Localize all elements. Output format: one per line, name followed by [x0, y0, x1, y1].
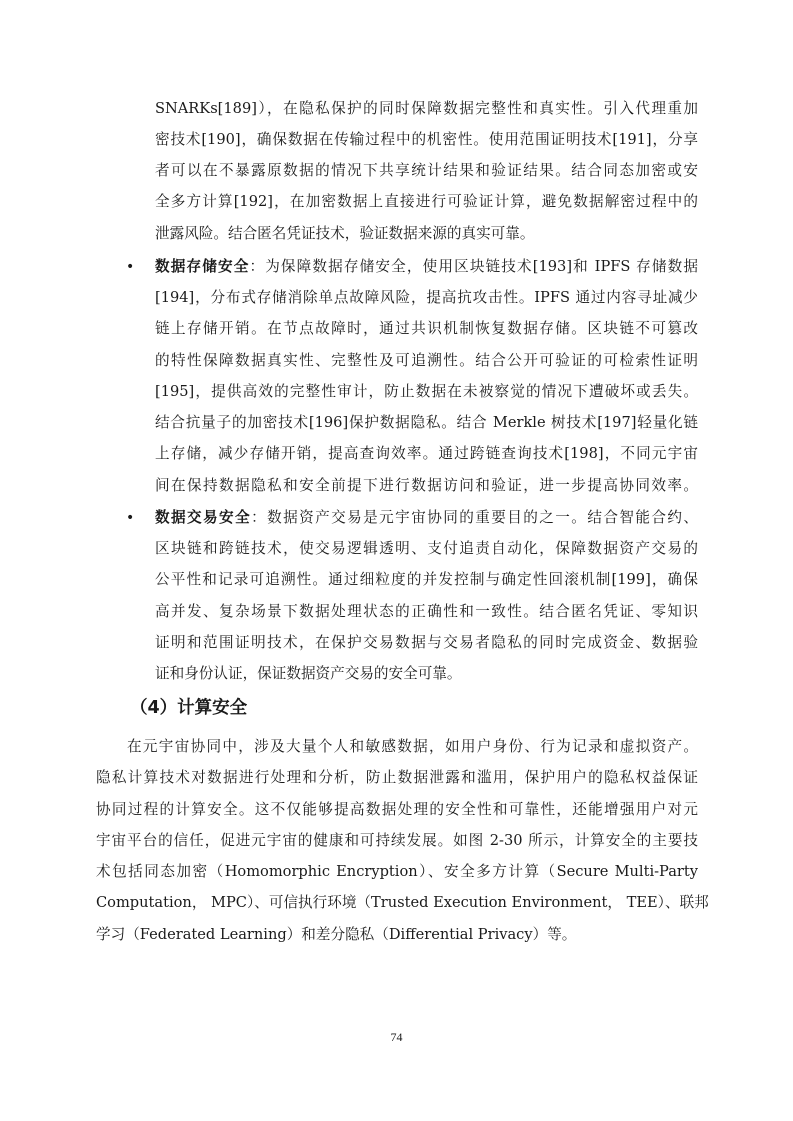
text-line: 间在保持数据隐私和安全前提下进行数据访问和验证，进一步提高协同效率。 [155, 477, 698, 494]
text-line: SNARKs[189]），在隐私保护的同时保障数据完整性和真实性。引入代理重加 [155, 100, 698, 117]
text-line: [195]，提供高效的完整性审计，防止数据在未被察觉的情况下遭破坏或丢失。 [155, 383, 698, 400]
text-line: 公平性和记录可追溯性。通过细粒度的并发控制与确定性回滚机制[199]，确保 [155, 571, 698, 588]
text-line: 上存储，减少存储开销，提高查询效率。通过跨链查询技术[198]，不同元宇宙 [155, 445, 698, 462]
text-line: 在元宇宙协同中，涉及大量个人和敏感数据，如用户身份、行为记录和虚拟资产。 [127, 738, 698, 755]
bullet-icon: • [126, 510, 135, 526]
text-line: 术包括同态加密（Homomorphic Encryption）、安全多方计算（Secure Multi-Party [96, 863, 698, 880]
bullet-term: 数据存储安全 [155, 258, 250, 275]
text-line: 宇宙平台的信任，促进元宇宙的健康和可持续发展。如图 2-30 所示，计算安全的主要技 [96, 832, 698, 849]
text-line: 区块链和跨链技术，使交易逻辑透明、支付追责自动化，保障数据资产交易的 [155, 540, 698, 557]
bullet-text: ：数据资产交易是元宇宙协同的重要目的之一。结合智能合约、 [251, 509, 698, 526]
text-line: 证和身份认证，保证数据资产交易的安全可靠。 [155, 665, 462, 682]
section-heading: （4）计算安全 [130, 698, 248, 718]
text-line: [194]，分布式存储消除单点故障风险，提高抗攻击性。IPFS 通过内容寻址减少 [155, 289, 698, 306]
text-line: 隐私计算技术对数据进行处理和分析，防止数据泄露和滥用，保护用户的隐私权益保证 [96, 769, 698, 786]
text-line: 泄露风险。结合匿名凭证技术，验证数据来源的真实可靠。 [155, 225, 535, 242]
text-line: 高并发、复杂场景下数据处理状态的正确性和一致性。结合匿名凭证、零知识 [155, 603, 698, 620]
text-line: 学习（Federated Learning）和差分隐私（Differential Privacy）等。 [96, 926, 577, 943]
bullet-icon: • [126, 259, 135, 275]
text-line [155, 257, 698, 277]
page-number: 74 [390, 1030, 403, 1044]
bullet-term: 数据交易安全 [155, 509, 252, 526]
bullet-text: ：为保障数据存储安全，使用区块链技术[193]和 IPFS 存储数据 [249, 258, 698, 275]
text-line: 的特性保障数据真实性、完整性及可追溯性。结合公开可验证的可检索性证明 [155, 352, 698, 369]
text-line: 全多方计算[192]，在加密数据上直接进行可验证计算，避免数据解密过程中的 [155, 193, 698, 210]
text-line: Computation， MPC）、可信执行环境（Trusted Execution Environment， TEE）、联邦 [96, 894, 709, 911]
text-line: 协同过程的计算安全。这不仅能够提高数据处理的安全性和可靠性，还能增强用户对元 [96, 801, 698, 818]
text-line [155, 508, 698, 528]
text-line: 链上存储开销。在节点故障时，通过共识机制恢复数据存储。区块链不可篡改 [155, 320, 698, 337]
text-line: 密技术[190]，确保数据在传输过程中的机密性。使用范围证明技术[191]，分享 [155, 131, 698, 148]
text-line: 者可以在不暴露原数据的情况下共享统计结果和验证结果。结合同态加密或安 [155, 162, 698, 179]
text-line: 证明和范围证明技术，在保护交易数据与交易者隐私的同时完成资金、数据验 [155, 634, 698, 651]
text-line: 结合抗量子的加密技术[196]保护数据隐私。结合 Merkle 树技术[197]轻量化链 [155, 414, 698, 431]
